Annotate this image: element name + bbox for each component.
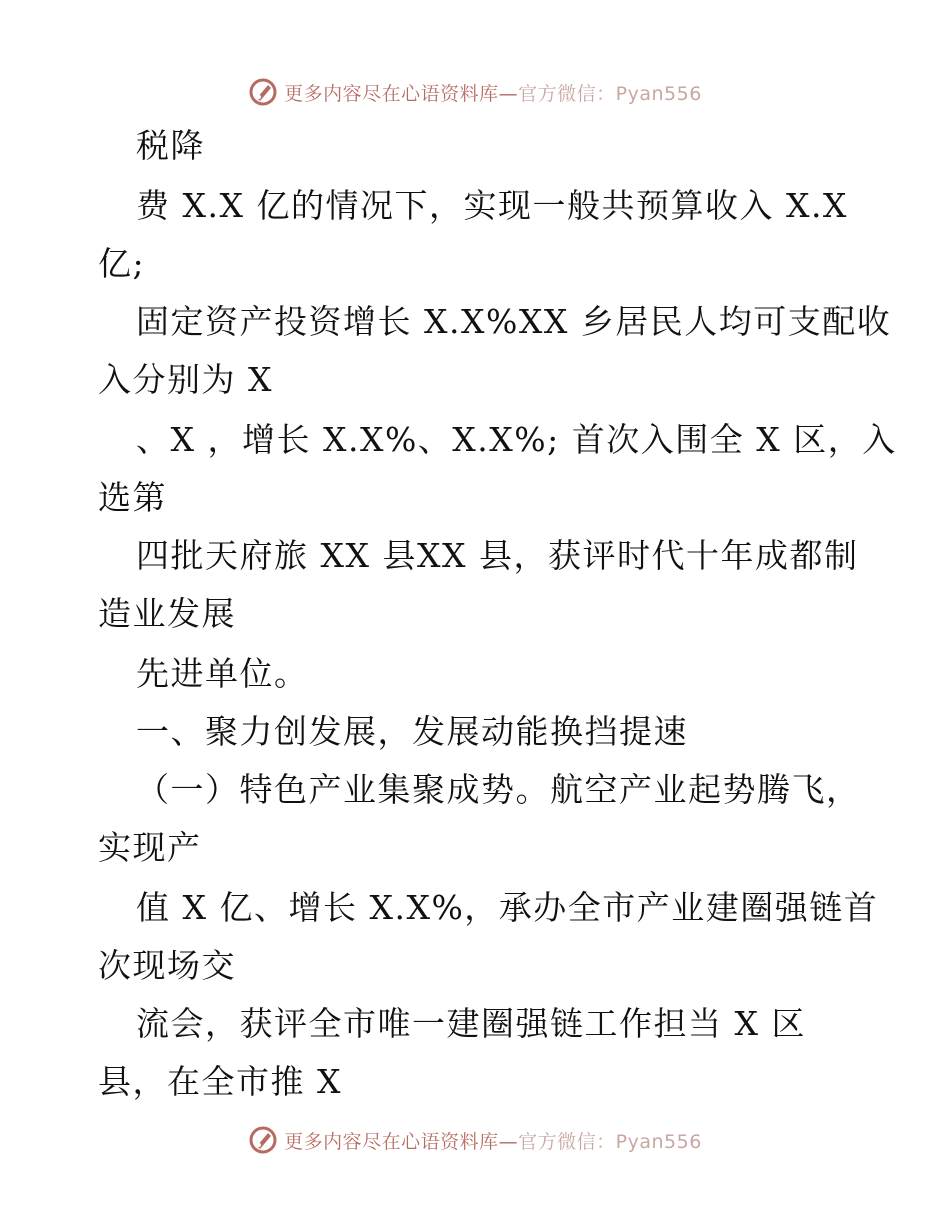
- body-line: 、X ，增长 X.X%、X.X%; 首次入围全 X 区，入: [136, 420, 897, 459]
- body-line: 造业发展: [98, 594, 236, 633]
- body-line: 选第: [98, 478, 167, 517]
- body-line: 入分别为 X: [98, 360, 273, 399]
- body-line: 四批天府旅 XX 县XX 县，获评时代十年成都制: [136, 536, 859, 575]
- body-line: 费 X.X 亿的情况下，实现一般共预算收入 X.X: [136, 186, 848, 225]
- body-line: 县，在全市推 X: [98, 1062, 342, 1101]
- body-line: （一）特色产业集聚成势。航空产业起势腾飞，: [136, 770, 861, 809]
- body-line: 固定资产投资增长 X.X%XX 乡居民人均可支配收: [136, 302, 892, 341]
- pen-logo-icon: [248, 1125, 278, 1155]
- body-line: 税降: [136, 126, 205, 165]
- body-line: 亿;: [98, 244, 146, 283]
- body-line: 实现产: [98, 828, 202, 867]
- header-watermark: [0, 72, 950, 112]
- section-heading: 一、聚力创发展，发展动能换挡提速: [136, 712, 688, 751]
- body-line: 次现场交: [98, 946, 236, 985]
- body-line: 先进单位。: [136, 654, 309, 693]
- body-line: 值 X 亿、增长 X.X%，承办全市产业建圈强链首: [136, 888, 879, 927]
- body-line: 流会，获评全市唯一建圈强链工作担当 X 区: [136, 1004, 806, 1043]
- footer-watermark: [0, 1120, 950, 1160]
- watermark-text: 更多内容尽在心语资料库—官方微信：Pyan556: [284, 82, 702, 105]
- watermark-text: 更多内容尽在心语资料库—官方微信：Pyan556: [284, 1130, 702, 1153]
- pen-logo-icon: [248, 77, 278, 107]
